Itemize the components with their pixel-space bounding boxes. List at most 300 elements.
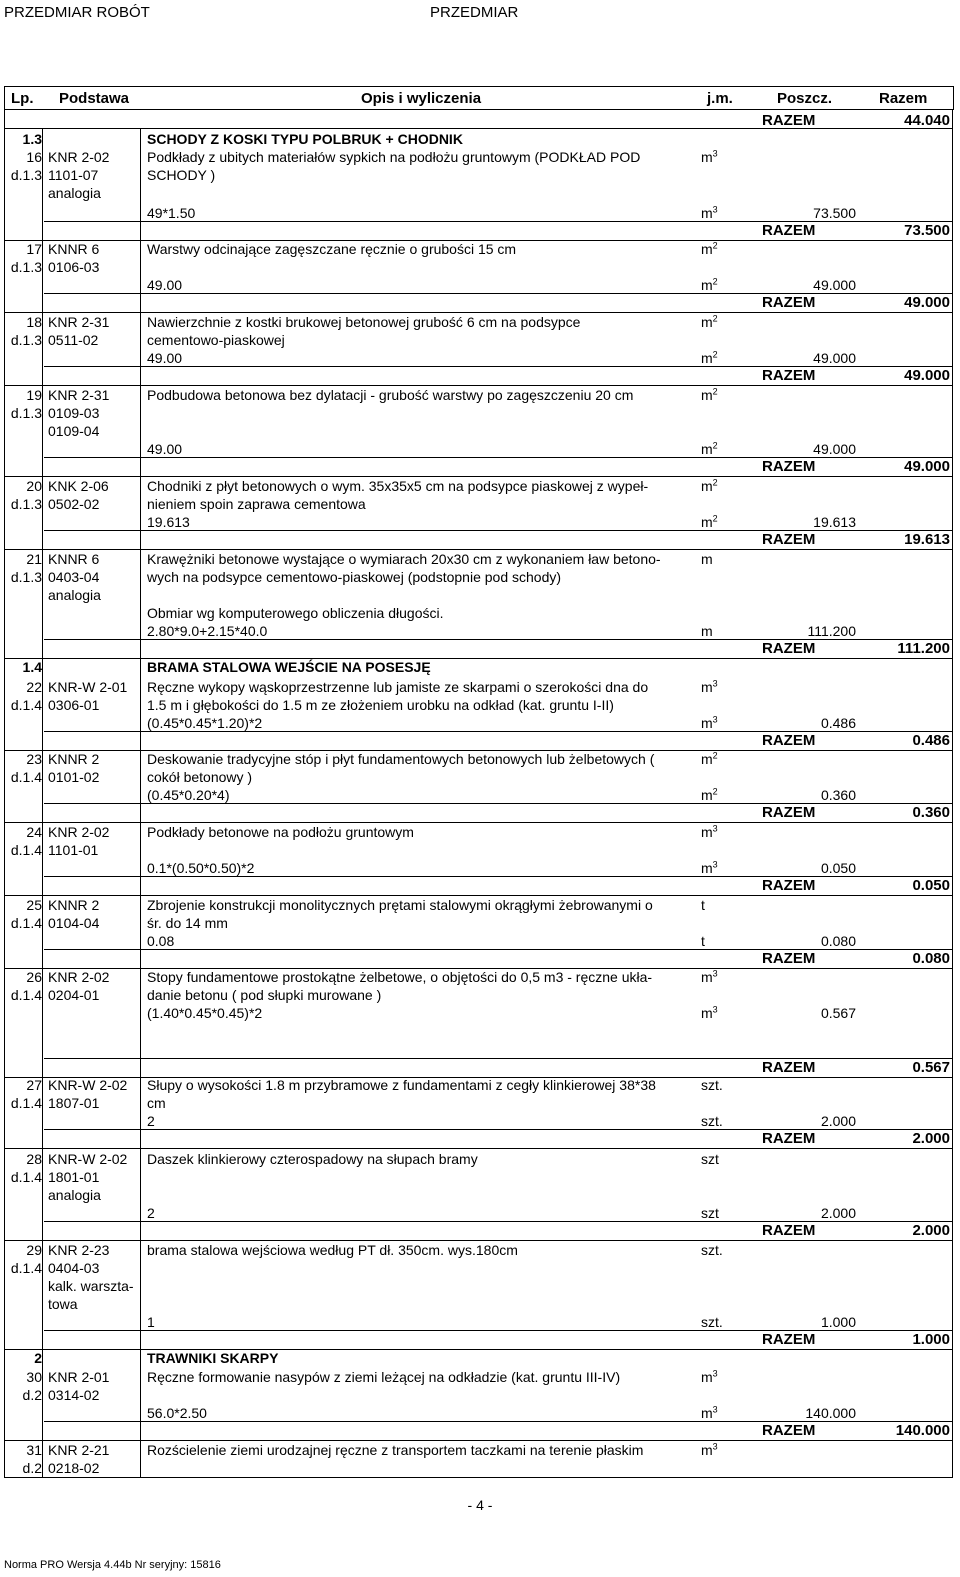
item-unit	[701, 148, 751, 166]
section-number: 2	[34, 1350, 42, 1366]
item-number	[4, 1441, 42, 1477]
description-line: SCHODY )	[147, 167, 216, 183]
item-lp: 20	[26, 478, 42, 494]
item-lp: 27	[26, 1077, 42, 1093]
item-lp-ref: d.1.4	[10, 1095, 42, 1111]
podstawa-code: 0511-02	[48, 332, 99, 348]
razem-value: 140.000	[895, 1422, 950, 1439]
razem-value: 0.080	[912, 950, 950, 967]
measurement-value: 0.567	[820, 1005, 856, 1021]
unit-exponent: 2	[712, 313, 718, 324]
measurement-expression: (0.45*0.45*1.20)*2	[147, 715, 263, 731]
description-line: danie betonu ( pod słupki murowane )	[147, 987, 382, 1003]
measurement-unit	[701, 1004, 751, 1022]
razem-value: 73.500	[904, 222, 950, 239]
razem-label: RAZEM	[762, 367, 816, 384]
item-number	[4, 550, 42, 586]
unit-exponent: 2	[712, 240, 718, 251]
item-lp-ref: d.2	[22, 1460, 42, 1476]
razem-row	[0, 1422, 960, 1440]
item-description	[147, 823, 695, 841]
item-lp-ref: d.1.4	[10, 915, 42, 931]
measurement-value: 49.000	[813, 277, 856, 293]
item-podstawa	[48, 148, 144, 202]
unit-exponent: 3	[712, 204, 718, 215]
item-row	[4, 313, 954, 353]
item-lp: 16	[26, 149, 42, 165]
measurement-unit: szt.	[701, 1113, 723, 1129]
description-line: Ręczne wykopy wąskoprzestrzenne lub jamiste ze skarpami o szerokości dna do	[147, 679, 649, 695]
podstawa-code: KNR 2-02	[48, 969, 110, 985]
unit-base: m	[701, 205, 713, 221]
item-description	[147, 896, 695, 932]
podstawa-code: KNK 2-06	[48, 478, 109, 494]
description-line: Warstwy odcinające zagęszczane ręcznie o grubości 15 cm	[147, 241, 517, 257]
item-unit	[701, 477, 751, 495]
item-row	[4, 750, 954, 790]
razem-row	[0, 877, 960, 895]
description-line: Podkłady betonowe na podłożu gruntowym	[147, 824, 414, 840]
description-line: Podkłady z ubitych materiałów sypkich na podłożu gruntowym (PODKŁAD POD	[147, 149, 641, 165]
unit-base: m	[701, 478, 713, 494]
measurement-unit	[701, 786, 751, 804]
razem-row	[0, 222, 960, 240]
item-description	[147, 313, 695, 349]
description-line: Rozścielenie ziemi urodzajnej ręczne z transportem taczkami na terenie płaskim	[147, 1442, 644, 1458]
razem-label: RAZEM	[762, 950, 816, 967]
description-line: Słupy o wysokości 1.8 m przybramowe z fundamentami z cegły klinkierowej 38*38	[147, 1077, 656, 1093]
description-line: Podbudowa betonowa bez dylatacji - grubość warstwy po zagęszczeniu 20 cm	[147, 387, 634, 403]
item-number	[4, 148, 42, 184]
item-row	[4, 896, 954, 936]
measurement-unit	[701, 204, 751, 222]
item-unit	[701, 240, 751, 258]
measurement-value: 19.613	[813, 514, 856, 530]
item-number	[4, 678, 42, 714]
measurement-unit	[701, 440, 751, 458]
unit-base: m	[701, 860, 713, 876]
description-line: nieniem spoin zaprawa cementowa	[147, 496, 366, 512]
item-number	[4, 1150, 42, 1186]
podstawa-code: 0101-02	[48, 769, 100, 785]
description-line: Zbrojenie konstrukcji monolitycznych prętami stalowymi okrągłymi żebrowanymi o	[147, 897, 653, 913]
podstawa-code: 0502-02	[48, 496, 100, 512]
item-lp-ref: d.1.4	[10, 1169, 42, 1185]
item-number	[4, 823, 42, 859]
item-unit	[701, 823, 751, 841]
unit-base: m	[701, 715, 713, 731]
podstawa-code: KNR 2-02	[48, 824, 110, 840]
podstawa-code: 0306-01	[48, 697, 100, 713]
podstawa-code: kalk. warszta-	[48, 1278, 134, 1294]
item-lp-ref: d.1.4	[10, 842, 42, 858]
measurement-expression: 0.1*(0.50*0.50)*2	[147, 860, 255, 876]
razem-value: 2.000	[912, 1130, 950, 1147]
unit-base: m	[701, 1005, 713, 1021]
measurement-unit	[701, 714, 751, 732]
podstawa-code: 0204-01	[48, 987, 100, 1003]
unit-base: m	[701, 1405, 713, 1421]
podstawa-code: towa	[48, 1296, 78, 1312]
description-line: Krawężniki betonowe wystające o wymiarach 20x30 cm z wykonaniem ław betono-	[147, 551, 661, 567]
item-unit: t	[701, 897, 705, 913]
unit-base: m	[701, 514, 713, 530]
podstawa-code: KNR 2-01	[48, 1369, 110, 1385]
item-number	[4, 386, 42, 422]
podstawa-code: KNR 2-23	[48, 1242, 110, 1258]
unit-exponent: 2	[712, 349, 718, 360]
unit-exponent: 2	[712, 750, 718, 761]
podstawa-code: 0109-03	[48, 405, 100, 421]
item-row	[4, 1368, 954, 1408]
podstawa-code: 0104-04	[48, 915, 100, 931]
item-number	[4, 1076, 42, 1112]
razem-row	[0, 1130, 960, 1148]
item-row	[4, 386, 954, 439]
description-line: 1.5 m i głębokości do 1.5 m ze złożeniem urobku na odkład (kat. gruntu I-II)	[147, 697, 614, 713]
item-unit: szt.	[701, 1242, 723, 1258]
razem-value: 49.000	[904, 458, 950, 475]
measurement-expression: 2	[147, 1113, 155, 1129]
razem-row	[0, 950, 960, 968]
description-line: Stopy fundamentowe prostokątne żelbetowe, o objętości do 0,5 m3 - ręczne ukła-	[147, 969, 653, 985]
item-row	[4, 240, 954, 280]
item-podstawa	[48, 477, 144, 513]
item-unit: szt	[701, 1151, 719, 1167]
item-unit: m	[701, 551, 713, 567]
item-description	[147, 550, 695, 622]
item-row	[4, 477, 954, 517]
item-podstawa	[48, 823, 144, 859]
item-podstawa	[48, 550, 144, 604]
podstawa-code: 1101-01	[48, 842, 99, 858]
podstawa-code: KNR 2-02	[48, 149, 110, 165]
razem-label: RAZEM	[762, 294, 816, 311]
item-podstawa	[48, 678, 144, 714]
item-lp: 30	[26, 1369, 42, 1385]
item-number	[4, 750, 42, 786]
item-lp-ref: d.1.3	[10, 332, 42, 348]
measurement-unit	[701, 1404, 751, 1422]
measurement-unit: t	[701, 933, 705, 949]
measurement-value: 49.000	[813, 350, 856, 366]
unit-base: m	[701, 277, 713, 293]
razem-row	[0, 367, 960, 385]
unit-exponent: 2	[712, 513, 718, 524]
item-unit	[701, 1368, 751, 1386]
item-lp-ref: d.1.3	[10, 167, 42, 183]
unit-base: m	[701, 679, 713, 695]
razem-value: 49.000	[904, 367, 950, 384]
item-row	[4, 550, 954, 621]
razem-value: 0.360	[912, 804, 950, 821]
item-podstawa	[48, 1241, 144, 1313]
description-line: Deskowanie tradycyjne stóp i płyt fundamentowych betonowych lub żelbetowych (	[147, 751, 655, 767]
unit-exponent: 3	[712, 714, 718, 725]
unit-base: m	[701, 350, 713, 366]
item-unit	[701, 1441, 751, 1459]
razem-row	[0, 1331, 960, 1349]
item-lp: 17	[26, 241, 42, 257]
measurement-expression: 2.80*9.0+2.15*40.0	[147, 623, 268, 639]
podstawa-code: 0109-04	[48, 423, 100, 439]
unit-base: m	[701, 787, 713, 803]
item-description	[147, 1150, 695, 1168]
measurement-expression: 56.0*2.50	[147, 1405, 207, 1421]
podstawa-code: 0404-03	[48, 1260, 100, 1276]
razem-label: RAZEM	[762, 531, 816, 548]
col-poszcz: Poszcz.	[777, 90, 833, 107]
razem-row	[0, 294, 960, 312]
unit-exponent: 3	[712, 148, 718, 159]
item-unit	[701, 678, 751, 696]
razem-value: 1.000	[912, 1331, 950, 1348]
item-number	[4, 1368, 42, 1404]
item-row	[4, 1076, 954, 1116]
item-podstawa	[48, 240, 144, 276]
item-podstawa	[48, 1150, 144, 1204]
item-description	[147, 1368, 695, 1386]
item-description	[147, 240, 695, 258]
podstawa-code: KNR 2-31	[48, 314, 110, 330]
measurement-value: 73.500	[813, 205, 856, 221]
podstawa-code: KNR 2-31	[48, 387, 110, 403]
item-lp: 29	[26, 1242, 42, 1258]
unit-base: m	[701, 387, 713, 403]
item-lp: 26	[26, 969, 42, 985]
item-lp-ref: d.2	[22, 1387, 42, 1403]
item-podstawa	[48, 896, 144, 932]
item-unit: szt.	[701, 1077, 723, 1093]
razem-row	[0, 458, 960, 476]
measurement-value: 0.360	[820, 787, 856, 803]
item-number	[4, 240, 42, 276]
item-row	[4, 1241, 954, 1312]
description-line: cm	[147, 1095, 166, 1111]
page-header	[0, 0, 960, 24]
description-line: Nawierzchnie z kostki brukowej betonowej grubość 6 cm na podsypce	[147, 314, 581, 330]
measurement-unit	[701, 276, 751, 294]
unit-exponent: 2	[712, 440, 718, 451]
item-lp: 21	[26, 551, 42, 567]
item-description	[147, 968, 695, 1004]
row-divider	[4, 1148, 953, 1149]
measurement-value: 0.486	[820, 715, 856, 731]
item-lp-ref: d.1.3	[10, 259, 42, 275]
unit-base: m	[701, 314, 713, 330]
item-lp-ref: d.1.3	[10, 496, 42, 512]
item-number	[4, 968, 42, 1004]
item-lp-ref: d.1.4	[10, 1260, 42, 1276]
unit-base: m	[701, 1442, 713, 1458]
column-divider	[4, 1038, 5, 1039]
measurement-value: 140.000	[805, 1405, 856, 1421]
podstawa-code: KNNR 2	[48, 897, 100, 913]
unit-base: m	[701, 969, 713, 985]
item-unit	[701, 968, 751, 986]
col-podstawa: Podstawa	[59, 90, 130, 107]
header-title-right: PRZEDMIAR	[430, 4, 519, 21]
item-podstawa	[48, 386, 144, 440]
item-description	[147, 1241, 695, 1259]
section-title: TRAWNIKI SKARPY	[147, 1350, 279, 1366]
page-number: - 4 -	[467, 1497, 493, 1513]
item-lp-ref: d.1.4	[10, 987, 42, 1003]
measurement-expression: 49.00	[147, 441, 183, 457]
item-lp: 25	[26, 897, 42, 913]
description-line: Chodniki z płyt betonowych o wym. 35x35x5 cm na podsypce piaskowej z wypeł-	[147, 478, 649, 494]
item-podstawa	[48, 750, 144, 786]
item-description	[147, 148, 695, 184]
razem-label: RAZEM	[762, 1130, 816, 1147]
measurement-unit	[701, 859, 751, 877]
measurement-value: 0.080	[820, 933, 856, 949]
razem-row	[0, 531, 960, 549]
razem-row	[0, 1222, 960, 1240]
item-lp: 18	[26, 314, 42, 330]
podstawa-code: KNR-W 2-02	[48, 1077, 128, 1093]
item-lp-ref: d.1.4	[10, 769, 42, 785]
razem-label: RAZEM	[762, 112, 816, 129]
podstawa-code: KNR-W 2-02	[48, 1151, 128, 1167]
description-line: brama stalowa wejściowa według PT dł. 350cm. wys.180cm	[147, 1242, 518, 1258]
section-number: 1.3	[22, 131, 42, 147]
measurement-expression: 19.613	[147, 514, 190, 530]
unit-exponent: 3	[712, 678, 718, 689]
item-lp: 23	[26, 751, 42, 767]
razem-value: 0.050	[912, 877, 950, 894]
description-line: śr. do 14 mm	[147, 915, 228, 931]
razem-row	[0, 732, 960, 750]
measurement-value: 0.050	[820, 860, 856, 876]
razem-row	[0, 804, 960, 822]
podstawa-code: 0218-02	[48, 1460, 100, 1476]
measurement-unit: m	[701, 623, 713, 639]
unit-exponent: 3	[712, 1368, 718, 1379]
item-description	[147, 1076, 695, 1112]
item-podstawa	[48, 1441, 144, 1477]
item-row	[4, 1441, 954, 1481]
measurement-expression: 49*1.50	[147, 205, 196, 221]
razem-label: RAZEM	[762, 732, 816, 749]
razem-row	[0, 112, 960, 130]
measurement-unit: szt	[701, 1205, 719, 1221]
item-podstawa	[48, 313, 144, 349]
item-description	[147, 750, 695, 786]
item-number	[4, 477, 42, 513]
podstawa-code: KNR-W 2-01	[48, 679, 128, 695]
item-podstawa	[48, 1368, 144, 1404]
item-description	[147, 477, 695, 513]
item-lp: 31	[26, 1442, 42, 1458]
razem-value: 111.200	[897, 640, 950, 657]
razem-label: RAZEM	[762, 222, 816, 239]
unit-base: m	[701, 149, 713, 165]
item-unit	[701, 313, 751, 331]
item-number	[4, 313, 42, 349]
item-lp: 22	[26, 679, 42, 695]
unit-exponent: 3	[712, 823, 718, 834]
measurement-value: 1.000	[820, 1314, 856, 1330]
razem-row	[0, 640, 960, 658]
podstawa-code: KNNR 2	[48, 751, 100, 767]
item-lp-ref: d.1.4	[10, 697, 42, 713]
razem-row	[0, 1059, 960, 1077]
section-number: 1.4	[22, 659, 42, 675]
podstawa-code: 0403-04	[48, 569, 100, 585]
razem-label: RAZEM	[762, 1222, 816, 1239]
podstawa-code: analogia	[48, 587, 101, 603]
item-unit	[701, 750, 751, 768]
podstawa-code: analogia	[48, 1187, 101, 1203]
section-title: BRAMA STALOWA WEJŚCIE NA POSESJĘ	[147, 659, 431, 675]
measurement-expression: 2	[147, 1205, 155, 1221]
razem-label: RAZEM	[762, 877, 816, 894]
description-line: Ręczne formowanie nasypów z ziemi leżącej na odkładzie (kat. gruntu III-IV)	[147, 1369, 621, 1385]
unit-base: m	[701, 241, 713, 257]
podstawa-code: KNNR 6	[48, 241, 100, 257]
unit-base: m	[701, 751, 713, 767]
item-description	[147, 678, 695, 714]
item-description	[147, 1441, 695, 1459]
item-row	[4, 1150, 954, 1203]
measurement-expression: 49.00	[147, 277, 183, 293]
razem-value: 44.040	[904, 112, 950, 129]
unit-base: m	[701, 441, 713, 457]
unit-exponent: 2	[712, 276, 718, 287]
item-podstawa	[48, 968, 144, 1004]
podstawa-code: KNNR 6	[48, 551, 100, 567]
item-unit	[701, 386, 751, 404]
description-line: cokół betonowy )	[147, 769, 253, 785]
measurement-value: 49.000	[813, 441, 856, 457]
measurement-unit: szt.	[701, 1314, 723, 1330]
razem-label: RAZEM	[762, 1331, 816, 1348]
razem-label: RAZEM	[762, 1422, 816, 1439]
item-lp: 28	[26, 1151, 42, 1167]
item-lp: 19	[26, 387, 42, 403]
col-opis: Opis i wyliczenia	[361, 90, 482, 107]
measurement-expression: (1.40*0.45*0.45)*2	[147, 1005, 263, 1021]
podstawa-code: analogia	[48, 185, 101, 201]
col-razem: Razem	[879, 90, 928, 107]
unit-exponent: 3	[712, 1441, 718, 1452]
item-number	[4, 896, 42, 932]
razem-label: RAZEM	[762, 1059, 816, 1076]
unit-exponent: 2	[712, 386, 718, 397]
item-lp-ref: d.1.3	[10, 569, 42, 585]
item-lp: 24	[26, 824, 42, 840]
measurement-expression: 49.00	[147, 350, 183, 366]
measurement-value: 111.200	[807, 623, 856, 639]
description-line: cementowo-piaskowej	[147, 332, 285, 348]
description-line: Daszek klinkierowy czterospadowy na słupach bramy	[147, 1151, 478, 1167]
unit-exponent: 3	[712, 1404, 718, 1415]
razem-value: 0.486	[912, 732, 950, 749]
razem-value: 49.000	[904, 294, 950, 311]
item-row	[4, 148, 954, 201]
item-lp-ref: d.1.3	[10, 405, 42, 421]
footer-text: Norma PRO Wersja 4.44b Nr seryjny: 15816	[4, 1559, 221, 1571]
razem-value: 0.567	[912, 1059, 950, 1076]
razem-label: RAZEM	[762, 640, 816, 657]
col-lp: Lp.	[11, 90, 34, 107]
unit-exponent: 3	[712, 968, 718, 979]
col-jm: j.m.	[707, 90, 733, 107]
razem-label: RAZEM	[762, 458, 816, 475]
column-header	[4, 86, 954, 110]
measurement-unit	[701, 349, 751, 367]
